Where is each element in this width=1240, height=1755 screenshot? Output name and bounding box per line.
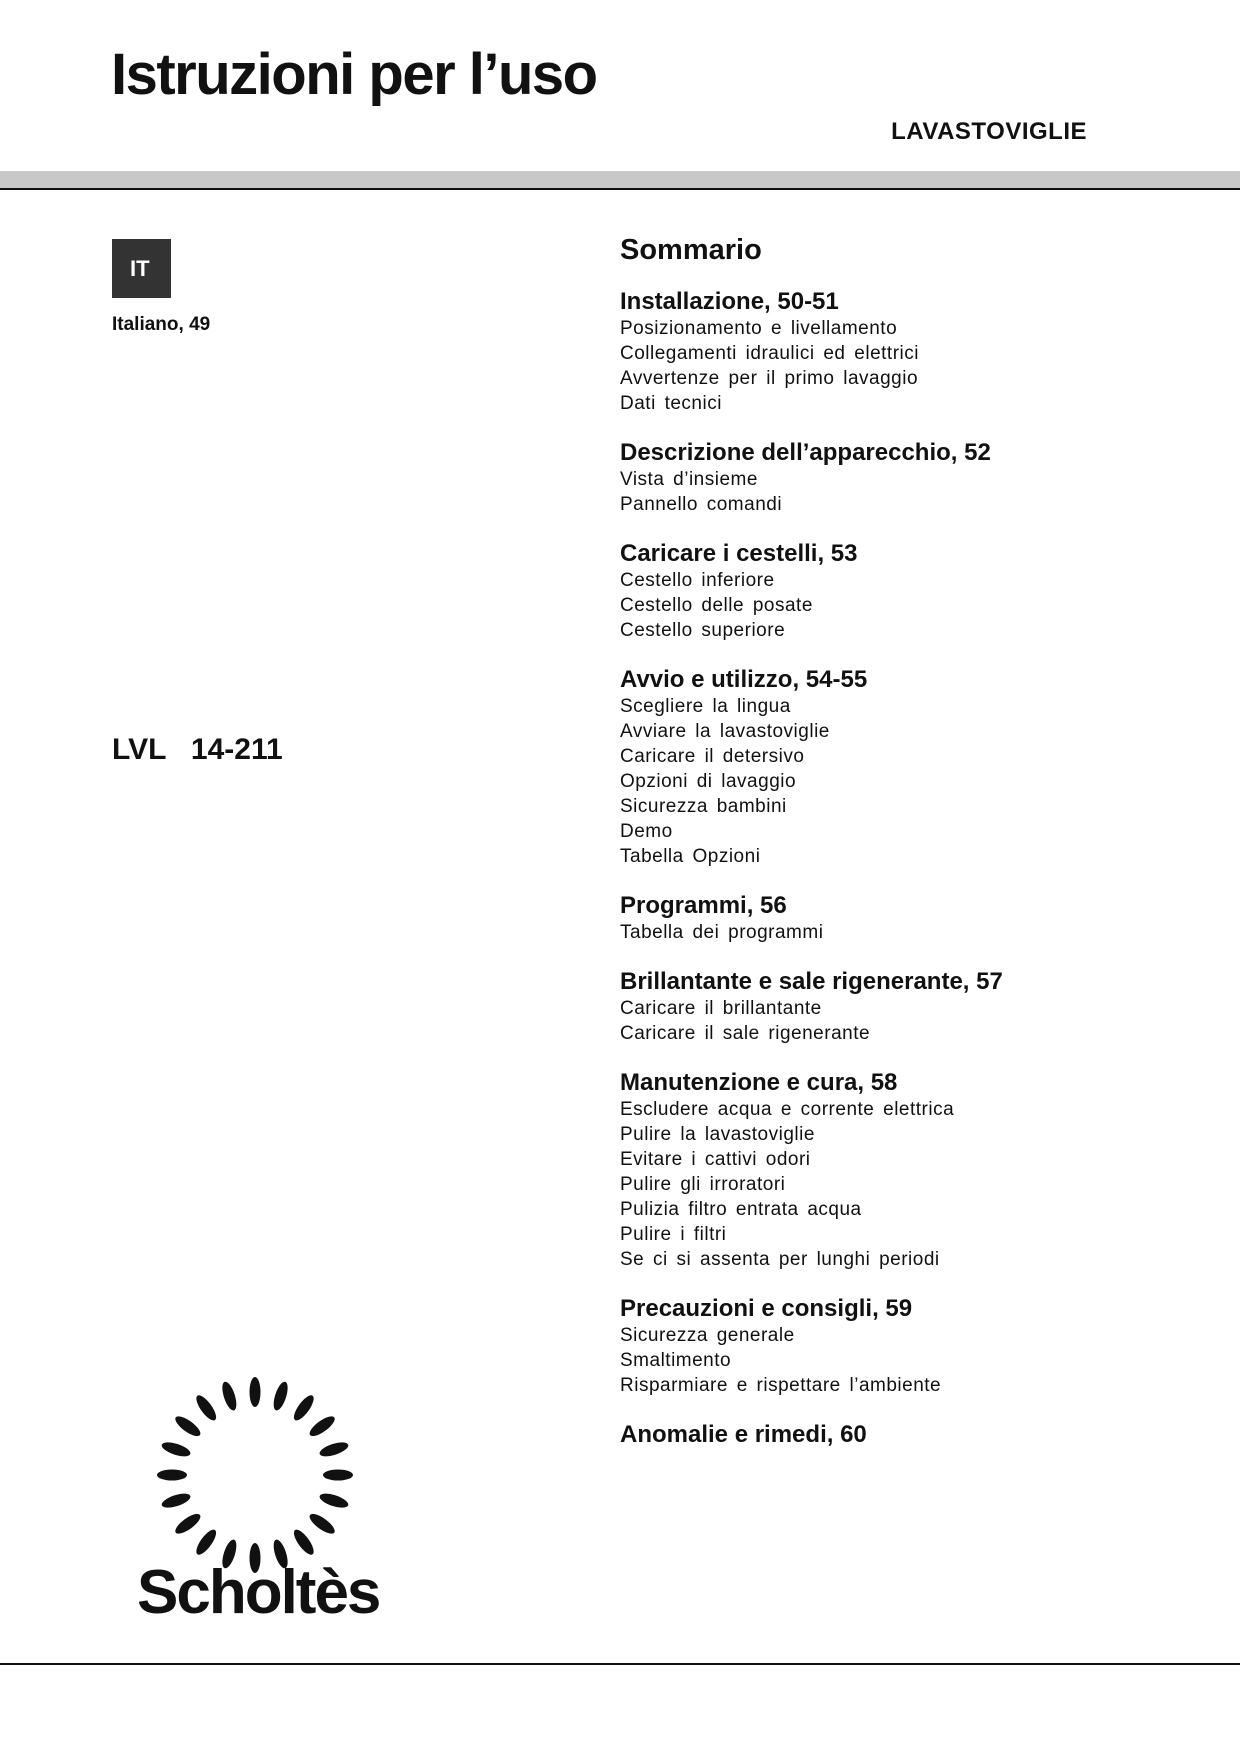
toc-section-heading: Avvio e utilizzo, 54-55: [620, 666, 868, 693]
toc-item: Dati tecnici: [620, 393, 722, 414]
toc-item-list: [620, 694, 1200, 869]
sun-ray: [307, 1413, 338, 1440]
sun-ray: [172, 1413, 203, 1440]
toc-section: [620, 1069, 1200, 1272]
toc-item: Evitare i cattivi odori: [620, 1149, 811, 1170]
language-badge: IT: [112, 239, 171, 298]
toc-item: Cestello delle posate: [620, 595, 813, 616]
toc-section-heading: Manutenzione e cura, 58: [620, 1069, 898, 1096]
toc-item: Opzioni di lavaggio: [620, 771, 797, 792]
toc-item: Tabella dei programmi: [620, 922, 824, 943]
brand-logo: Scholtès: [137, 1558, 380, 1627]
toc-title: Sommario: [620, 234, 762, 266]
toc-item: Smaltimento: [620, 1350, 732, 1371]
toc-item: Pulire la lavastoviglie: [620, 1124, 815, 1145]
sun-logo-icon: [150, 1370, 360, 1580]
header-divider: [0, 188, 1240, 190]
toc-item: Sicurezza generale: [620, 1325, 795, 1346]
sun-ray: [219, 1380, 239, 1412]
sun-ray: [193, 1392, 220, 1423]
toc-section: [620, 288, 1200, 416]
toc-item: Cestello inferiore: [620, 570, 775, 591]
sun-ray: [291, 1392, 318, 1423]
toc-section: [620, 666, 1200, 869]
sun-ray: [318, 1439, 350, 1459]
toc-section: [620, 1421, 1200, 1449]
toc-item-list: [620, 1323, 1200, 1398]
toc-item: Tabella Opzioni: [620, 846, 761, 867]
toc-item: Caricare il sale rigenerante: [620, 1023, 871, 1044]
product-category: LAVASTOVIGLIE: [891, 118, 1087, 145]
sun-ray: [160, 1491, 192, 1511]
toc-item: Caricare il brillantante: [620, 998, 822, 1019]
toc-section: [620, 439, 1200, 517]
model-number: LVL 14-211: [112, 733, 283, 766]
toc-item: Pulire i filtri: [620, 1224, 727, 1245]
toc-sections: [620, 288, 1200, 1449]
toc-item: Avviare la lavastoviglie: [620, 721, 830, 742]
toc-item: Caricare il detersivo: [620, 746, 805, 767]
toc-item: Risparmiare e rispettare l’ambiente: [620, 1375, 942, 1396]
toc-item: Scegliere la lingua: [620, 696, 791, 717]
toc-item: Escludere acqua e corrente elettrica: [620, 1099, 955, 1120]
toc-item: Pulire gli irroratori: [620, 1174, 786, 1195]
toc-item-list: [620, 316, 1200, 416]
toc-section: [620, 968, 1200, 1046]
toc-item: Collegamenti idraulici ed elettrici: [620, 343, 919, 364]
toc-section-heading: Caricare i cestelli, 53: [620, 540, 858, 567]
toc-item: Cestello superiore: [620, 620, 786, 641]
sun-ray: [157, 1470, 187, 1481]
toc-item: Se ci si assenta per lunghi periodi: [620, 1249, 940, 1270]
toc-item-list: [620, 467, 1200, 517]
sun-ray: [271, 1380, 291, 1412]
sun-ray: [307, 1511, 338, 1538]
toc-item: Posizionamento e livellamento: [620, 318, 898, 339]
footer-divider: [0, 1663, 1240, 1665]
toc-section-heading: Descrizione dell’apparecchio, 52: [620, 439, 991, 466]
toc-section-heading: Precauzioni e consigli, 59: [620, 1295, 913, 1322]
toc-item-list: [620, 996, 1200, 1046]
toc-item: Demo: [620, 821, 673, 842]
toc-item-list: [620, 1097, 1200, 1272]
toc-item-list: [620, 920, 1200, 945]
toc-section-heading: Programmi, 56: [620, 892, 787, 919]
page-title: Istruzioni per l’uso: [111, 42, 597, 107]
sun-ray: [250, 1377, 261, 1407]
toc-item-list: [620, 568, 1200, 643]
toc-item: Pulizia filtro entrata acqua: [620, 1199, 862, 1220]
toc-item: Pannello comandi: [620, 494, 783, 515]
toc-section-heading: Brillantante e sale rigenerante, 57: [620, 968, 1003, 995]
toc-section-heading: Anomalie e rimedi, 60: [620, 1421, 867, 1448]
header-band: [0, 171, 1240, 188]
toc-section-heading: Installazione, 50-51: [620, 288, 839, 315]
table-of-contents: [620, 232, 1200, 1472]
sun-ray: [318, 1491, 350, 1511]
sun-ray: [323, 1470, 353, 1481]
toc-section: [620, 1295, 1200, 1398]
sun-ray: [160, 1439, 192, 1459]
language-entry: Italiano, 49: [112, 314, 211, 335]
sun-ray: [172, 1511, 203, 1538]
toc-item: Sicurezza bambini: [620, 796, 787, 817]
toc-section: [620, 540, 1200, 643]
toc-item: Vista d’insieme: [620, 469, 758, 490]
toc-section: [620, 892, 1200, 945]
toc-item: Avvertenze per il primo lavaggio: [620, 368, 919, 389]
